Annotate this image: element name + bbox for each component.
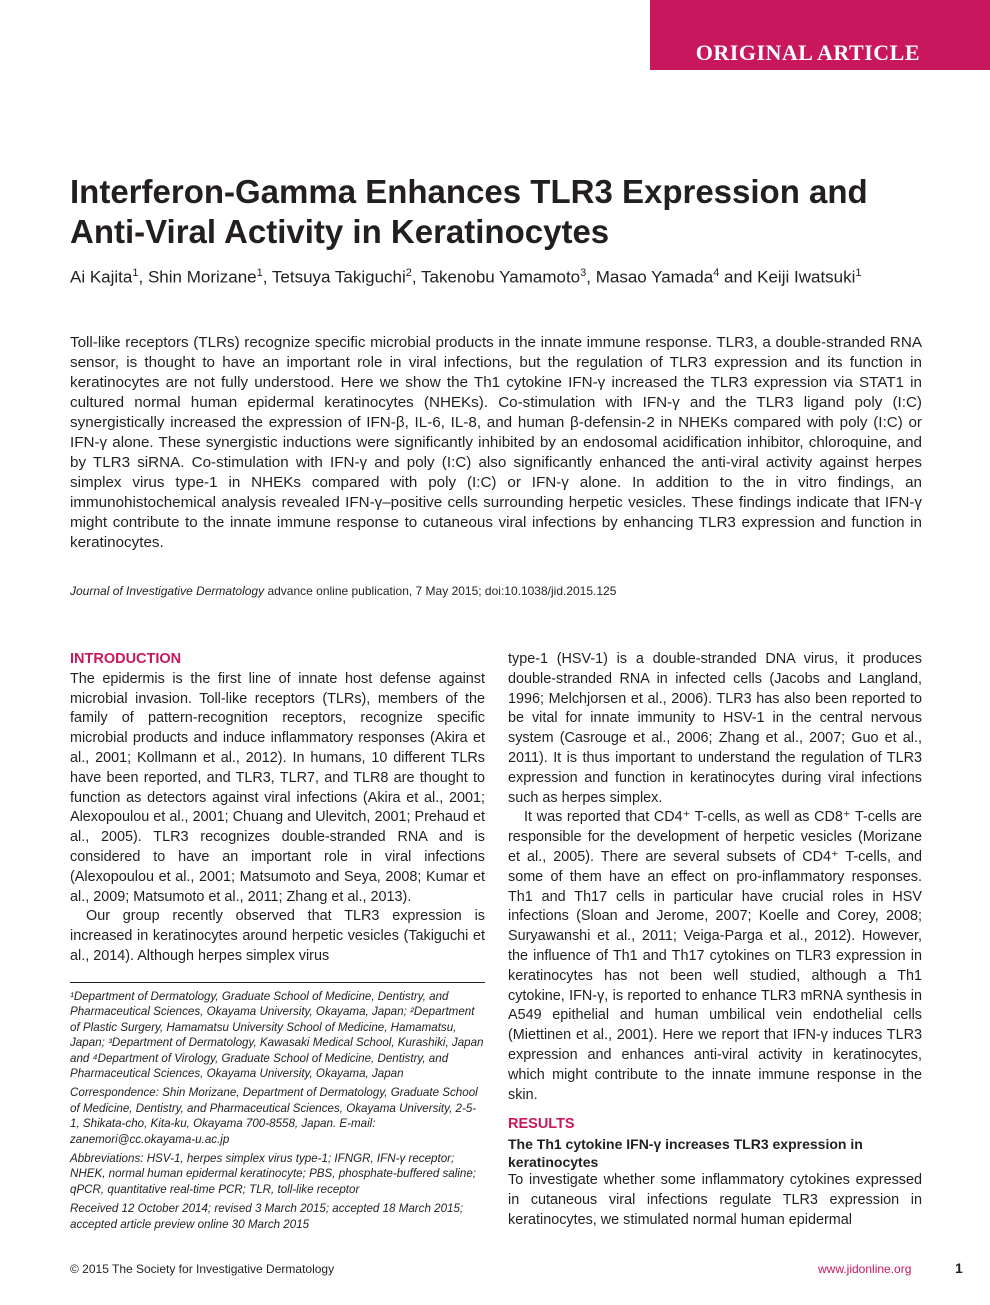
results-paragraph-1: To investigate whether some inflammatory cytokines expressed in cutaneous viral infections regulate TLR3 expression in keratinocytes, we stimulated normal human epidermal [508,1172,922,1228]
right-column [508,650,922,1231]
author-name: Tetsuya Takiguchi [271,267,406,287]
dates-footnote: Received 12 October 2014; revised 3 March 2015; accepted 18 March 2015; accepted article preview online 30 March 2015 [70,1202,464,1231]
copyright-notice: © 2015 The Society for Investigative Dermatology [70,1262,335,1276]
author-name: Keiji Iwatsuki [757,267,856,287]
author-separator: , [262,267,272,287]
author-separator: , [586,267,596,287]
abstract: Toll-like receptors (TLRs) recognize specific microbial products in the innate immune response. TLR3, a double-stranded RNA sensor, is thought to have an important role in viral infections, but the regulation of TLR3 expression and its function in keratinocytes are not fully understood. Here we show the Th1 cytokine IFN-γ increased the TLR3 expression via STAT1 in cultured normal human epidermal keratinocytes (NHEKs). Co-stimulation with IFN-γ and the TLR3 ligand poly (I:C) synergistically increased the expression of IFN-β, IL-6, IL-8, and human β-defensin-2 in NHEKs compared with poly (I:C) or IFN-γ alone. These synergistic inductions were significantly inhibited by an endosomal acidification inhibitor, chloroquine, and by TLR3 siRNA. Co-stimulation with IFN-γ and poly (I:C) also significantly enhanced the anti-viral activity against herpes simplex virus type-1 in NHEKs compared with poly (I:C) or IFN-γ alone. In addition to the in vitro findings, an immunohistochemical analysis revealed IFN-γ–positive cells surrounding herpetic vesicles. These findings indicate that IFN-γ might contribute to the innate immune response to cutaneous viral infections by enhancing TLR3 expression and function in keratinocytes. [70,334,922,551]
left-column [70,650,485,967]
affiliations-footnote: ¹Department of Dermatology, Graduate School of Medicine, Dentistry, and Pharmaceutical Sciences, Okayama University, Okayama, Japan; ²Department of Plastic Surgery, Hamamatsu University School of Medicine, Hamamatsu, Japan; ³Department of Dermatology, Kawasaki Medical School, Kurashiki, Japan and ⁴Department of Virology, Graduate School of Medicine, Dentistry, and Pharmaceutical Sciences, Okayama University, Okayama, Japan [70,990,484,1081]
author-affiliation-number: 1 [855,267,862,279]
citation-line [70,583,930,599]
results-subheading: The Th1 cytokine IFN-γ increases TLR3 expression in keratinocytes [508,1136,863,1171]
results-heading: RESULTS [508,1116,575,1133]
author-separator: , [138,267,148,287]
author-affiliation-number: 1 [132,267,139,279]
abbreviations-footnote: Abbreviations: HSV-1, herpes simplex virus type-1; IFNGR, IFN-γ receptor; NHEK, normal human epidermal keratinocyte; PBS, phosphate-buffered saline; qPCR, quantitative real-time PCR; TLR, toll-like receptor [70,1152,476,1196]
citation-details: advance online publication, 7 May 2015; doi:10.1038/jid.2015.125 [264,584,617,598]
author-affiliation-number: 4 [713,267,720,279]
author-affiliation-number: 2 [405,267,412,279]
author-name: Masao Yamada [595,267,714,287]
author-name: Takenobu Yamamoto [421,267,581,287]
journal-name: Journal of Investigative Dermatology [70,584,265,598]
page-number: 1 [955,1260,963,1276]
article-type-banner [650,0,990,70]
author-list [70,262,930,289]
author-affiliation-number: 1 [256,267,263,279]
right-paragraph-2: It was reported that CD4⁺ T-cells, as well as CD8⁺ T-cells are responsible for the development of herpetic vesicles (Morizane et al., 2005). There are several subsets of CD4⁺ T-cells, and some of them have an effect on pro-inflammatory responses. Th1 and Th17 cells in particular have crucial roles in HSV infections (Sloan and Jerome, 2007; Koelle and Corey, 2008; Suryawanshi et al., 2011; Veiga-Parga et al., 2012). However, the influence of Th1 and Th17 cytokines on TLR3 expression in keratinocytes has not been well studied, although a Th1 cytokine, IFN-γ, is reported to enhance TLR3 mRNA synthesis in A549 epithelial and human umbilical vein endothelial cells (Miettinen et al., 2001). Here we report that IFN-γ induces TLR3 expression and enhances anti-viral activity in keratinocytes, which might contribute to the innate immune response in the skin. [508,809,922,1103]
author-separator: , [411,267,422,287]
journal-website-link[interactable]: www.jidonline.org [818,1262,912,1276]
intro-paragraph-1: The epidermis is the first line of innate host defense against microbial invasion. Toll-like receptors (TLRs), members of the family of pattern-recognition receptors, recognize specific microbial products and induce inflammatory responses (Akira et al., 2001; Kollmann et al., 2012). In humans, 10 different TLRs have been reported, and TLR3, TLR7, and TLR8 are thought to function as detectors against viral infections (Akira et al., 2001; Alexopoulou et al., 2001; Chuang and Ulevitch, 2001; Prehaud et al., 2005). TLR3 recognizes double-stranded RNA and is considered to have an important role in viral infections (Alexopoulou et al., 2001; Matsumoto and Seya, 2008; Kumar et al., 2009; Matsumoto et al., 2011; Zhang et al., 2013). [70,670,485,905]
author-name: Shin Morizane [147,267,257,287]
introduction-heading: INTRODUCTION [70,651,182,667]
article-title: Interferon-Gamma Enhances TLR3 Expression and Anti-Viral Activity in Keratinocytes [70,173,868,250]
intro-paragraph-2: Our group recently observed that TLR3 expression is increased in keratinocytes around herpetic vesicles (Takiguchi et al., 2014). Although herpes simplex virus [70,908,485,964]
footnotes [70,982,485,1236]
article-type-label: ORIGINAL ARTICLE [695,40,920,65]
correspondence-footnote: Correspondence: Shin Morizane, Department of Dermatology, Graduate School of Medicine, Dentistry, and Pharmaceutical Sciences, Okayama University, 2-5-1, Shikata-cho, Kita-ku, Okayama 700-8558, Japan. E-mail: zanemori@cc.okayama-u.ac.jp [70,1086,478,1146]
author-affiliation-number: 3 [580,267,587,279]
author-separator: and [719,267,758,287]
right-paragraph-1: type-1 (HSV-1) is a double-stranded DNA virus, it produces double-stranded RNA in infected cells (Jacobs and Langland, 1996; Melchjorsen et al., 2006). TLR3 has also been reported to be vital for innate immunity to HSV-1 in the central nervous system (Casrouge et al., 2006; Zhang et al., 2007; Guo et al., 2011). It is thus important to understand the regulation of TLR3 expression and function in keratinocytes during viral infections such as herpes simplex. [508,651,922,806]
author-name: Ai Kajita [70,267,133,287]
